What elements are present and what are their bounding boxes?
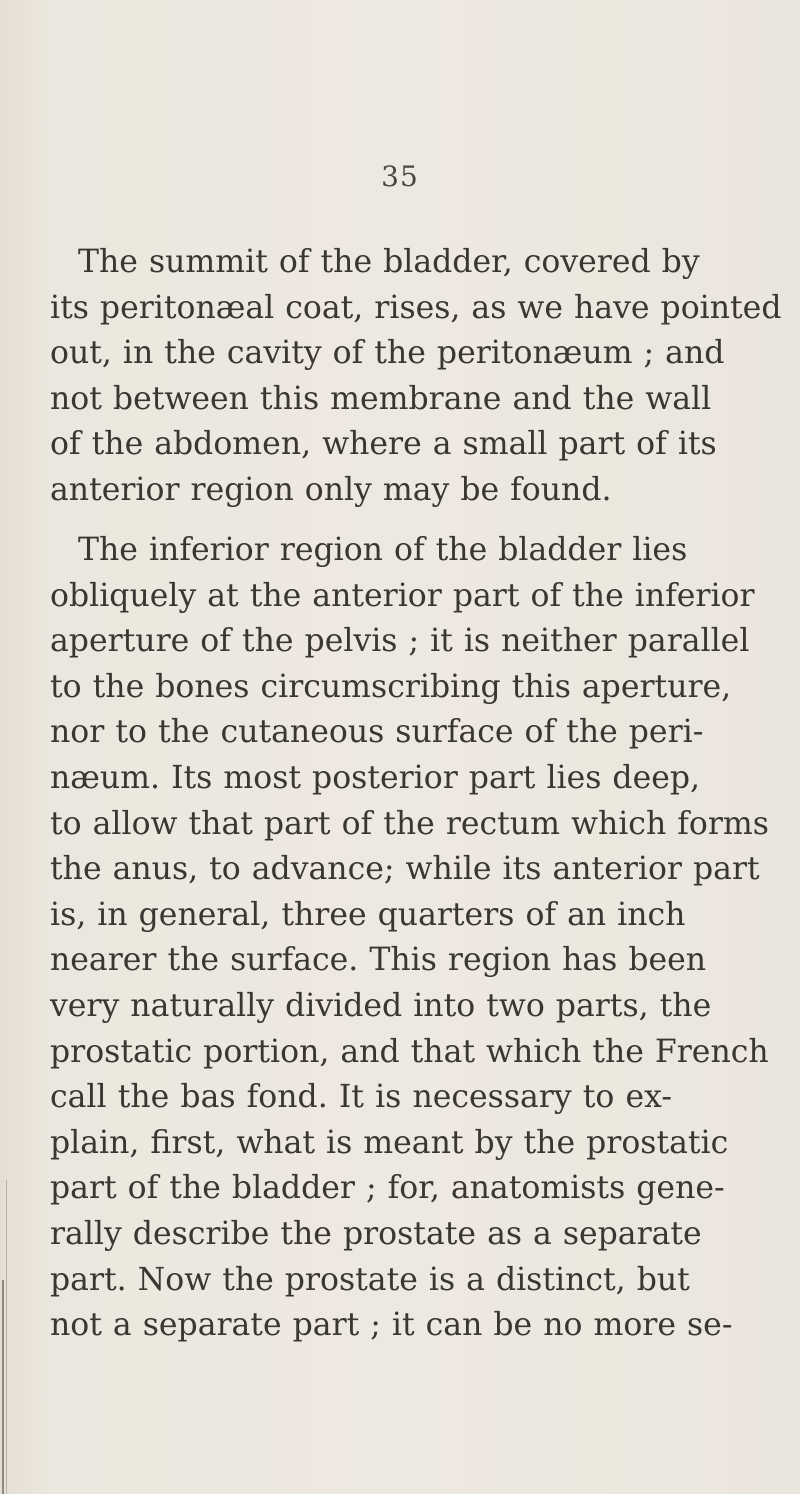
text-line: is, in general, three quarters of an inch — [50, 896, 686, 933]
paragraph-2 — [22, 528, 769, 1349]
text-line: not between this membrane and the wall — [50, 380, 712, 417]
page-gutter-edge — [2, 1280, 4, 1494]
text-line: nearer the surface. This region has been — [50, 942, 707, 979]
text-line: to allow that part of the rectum which forms — [50, 805, 769, 842]
text-line: to the bones circumscribing this aperture, — [50, 668, 732, 705]
text-line: the anus, to advance; while its anterior part — [50, 851, 760, 888]
text-line: anterior region only may be found. — [50, 471, 612, 508]
text-line: The inferior region of the bladder lies — [78, 532, 688, 568]
text-line: prostatic portion, and that which the French — [50, 1033, 769, 1070]
page-number: 35 — [381, 160, 419, 193]
text-line: call the bas fond. It is necessary to ex- — [50, 1079, 672, 1116]
text-line: aperture of the pelvis ; it is neither parallel — [50, 623, 750, 660]
text-line: The summit of the bladder, covered by — [78, 244, 700, 280]
text-line: plain, first, what is meant by the prostatic — [50, 1124, 729, 1161]
text-line: part of the bladder ; for, anatomists gene- — [50, 1170, 725, 1207]
text-line: rally describe the prostate as a separate — [50, 1215, 702, 1252]
text-line: of the abdomen, where a small part of its — [50, 426, 717, 463]
paragraph-1 — [22, 240, 782, 514]
text-line: very naturally divided into two parts, the — [50, 987, 712, 1024]
text-line: its peritonæal coat, rises, as we have pointed — [50, 289, 782, 326]
text-line: obliquely at the anterior part of the inferior — [50, 577, 755, 614]
text-line: nor to the cutaneous surface of the peri- — [50, 714, 704, 751]
page-gutter-shadow — [6, 1180, 7, 1494]
text-line: part. Now the prostate is a distinct, but — [50, 1261, 690, 1298]
text-line: out, in the cavity of the peritonæum ; and — [50, 335, 725, 372]
text-line: not a separate part ; it can be no more se- — [50, 1307, 733, 1344]
text-line: næum. Its most posterior part lies deep, — [50, 759, 701, 796]
